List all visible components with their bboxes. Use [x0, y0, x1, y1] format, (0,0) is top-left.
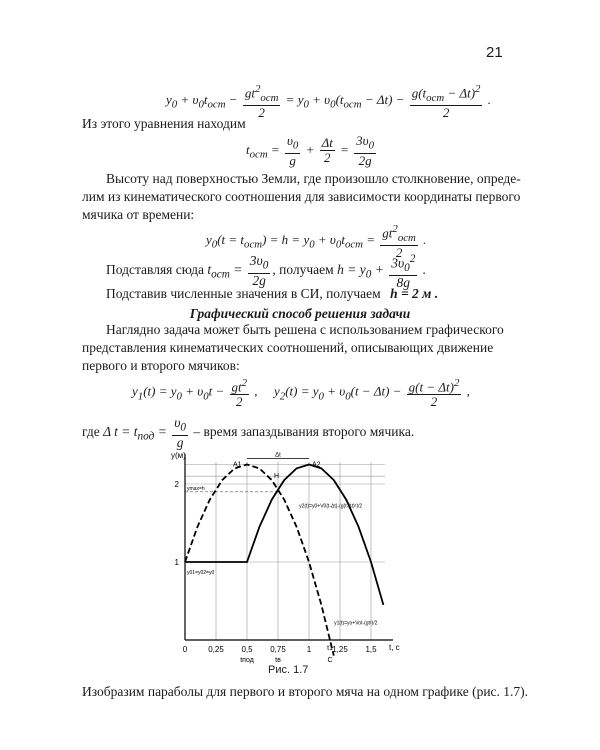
annotation-y0: y01=y02=y0	[187, 569, 215, 576]
equation-collision: $y_0 + \upsilon_0t_{ост}$ − $\frac{gt^2_{ост}}{2}$ = $y_0 + \upsilon_0(t_{ост} - \Delta t)$ − $\frac{g(t_{ост} - \Delta t)^2}{2}$ .	[166, 83, 491, 120]
x-axis-label: t, c	[389, 643, 400, 652]
substitution-h: $h = y_0$ + $\frac{3\upsilon_0^2}{8g}$ .	[337, 253, 427, 291]
x-tick-label: 0	[182, 645, 188, 654]
x-tick-label: 0,75	[270, 645, 286, 654]
last-line: Изобразим параболы для первого и второго мяча на одном графике (рис. 1.7).	[82, 684, 529, 699]
annotation-y1-formula: y1(t)=yo+Vot-(gt²)/2	[334, 620, 378, 627]
x-tick-label: 0,25	[208, 645, 224, 654]
where-text-b: – время запаздывания второго мячика.	[193, 423, 415, 439]
where-text-a: где	[82, 423, 100, 439]
label-tpod: tпод	[240, 657, 254, 664]
substitution-tost: $t_{ост}$ = $\frac{3\upsilon_0}{2g}$	[207, 253, 269, 288]
series-y2-solid-curve	[185, 465, 383, 605]
series-y1-dashed-curve	[182, 465, 334, 656]
text-from-equation: Из этого уравнения находим	[82, 116, 246, 131]
y-axis-label: y(м)	[171, 451, 186, 460]
annotation-a1: A1	[233, 461, 242, 469]
para1-line1: Высоту над поверхностью Земли, где произошло столкновение, опреде-	[106, 171, 521, 186]
label-c: C	[327, 657, 333, 664]
annotation-y2-formula: y2(t)=y0+V0(t-Δt)-(g(t-Δt)²)/2	[299, 503, 363, 510]
numeric-result: h = 2 м .	[390, 286, 439, 301]
substitution-text-b: , получаем	[272, 262, 334, 278]
annotation-ymax: ymax=h	[187, 485, 205, 492]
x-tick-label: 1	[306, 645, 312, 654]
annotation-h: H	[274, 473, 280, 481]
equation-y2: $y_2(t) = y_0 + \upsilon_0(t - \Delta t)$ − $\frac{g(t - \Delta t)^2}{2}$ ,	[274, 377, 470, 410]
x-tick-label: 1,5	[365, 645, 377, 654]
annotation-delta-t: Δt	[275, 452, 281, 459]
para1-line3: мячика от времени:	[82, 207, 195, 222]
equation-tost: $t_{ост}$ = $\frac{\upsilon_0}{g}$ + $\frac{\Delta t}{2}$ = $\frac{3\upsilon_0}{2g}$	[246, 133, 375, 168]
section-heading: Графический способ решения задачи	[189, 306, 411, 321]
substitution-text-a: Подставляя сюда	[106, 262, 205, 278]
para2-line2: представления кинематических соотношений, описывающих движение	[82, 340, 494, 355]
label-tv: tв	[275, 657, 281, 664]
annotation-a2: A2	[312, 461, 321, 469]
numeric-text: Подставив численные значения в СИ, получаем	[106, 286, 381, 301]
para1-line2: лим из кинематического соотношения для зависимости координаты первого	[82, 189, 521, 204]
where-dt: Δ $t = t_{под}$ = $\frac{\upsilon_0}{g}$	[103, 415, 187, 450]
y-tick-label: 2	[174, 480, 179, 489]
para2-line1: Наглядно задача может быть решена с использованием графического	[106, 322, 504, 337]
equation-y1: $y_1(t) = y_0 + \upsilon_0t$ − $\frac{gt^2}{2}$ ,	[132, 377, 258, 410]
page-number: 21	[486, 44, 503, 61]
para2-line3: первого и второго мячиков:	[82, 358, 240, 373]
x-tick-label: 1,25	[332, 645, 348, 654]
y-tick-label: 1	[174, 558, 179, 567]
equation-height: $y_0(t = t_{ост}) = h = y_0 + \upsilon_0t_{ост}$ = $\frac{gt^2_{ост}}{2}$ .	[206, 223, 427, 260]
x-tick-label: 0,5	[241, 645, 253, 654]
figure-caption: Рис. 1.7	[268, 664, 309, 676]
label-t1: t1	[327, 645, 334, 652]
